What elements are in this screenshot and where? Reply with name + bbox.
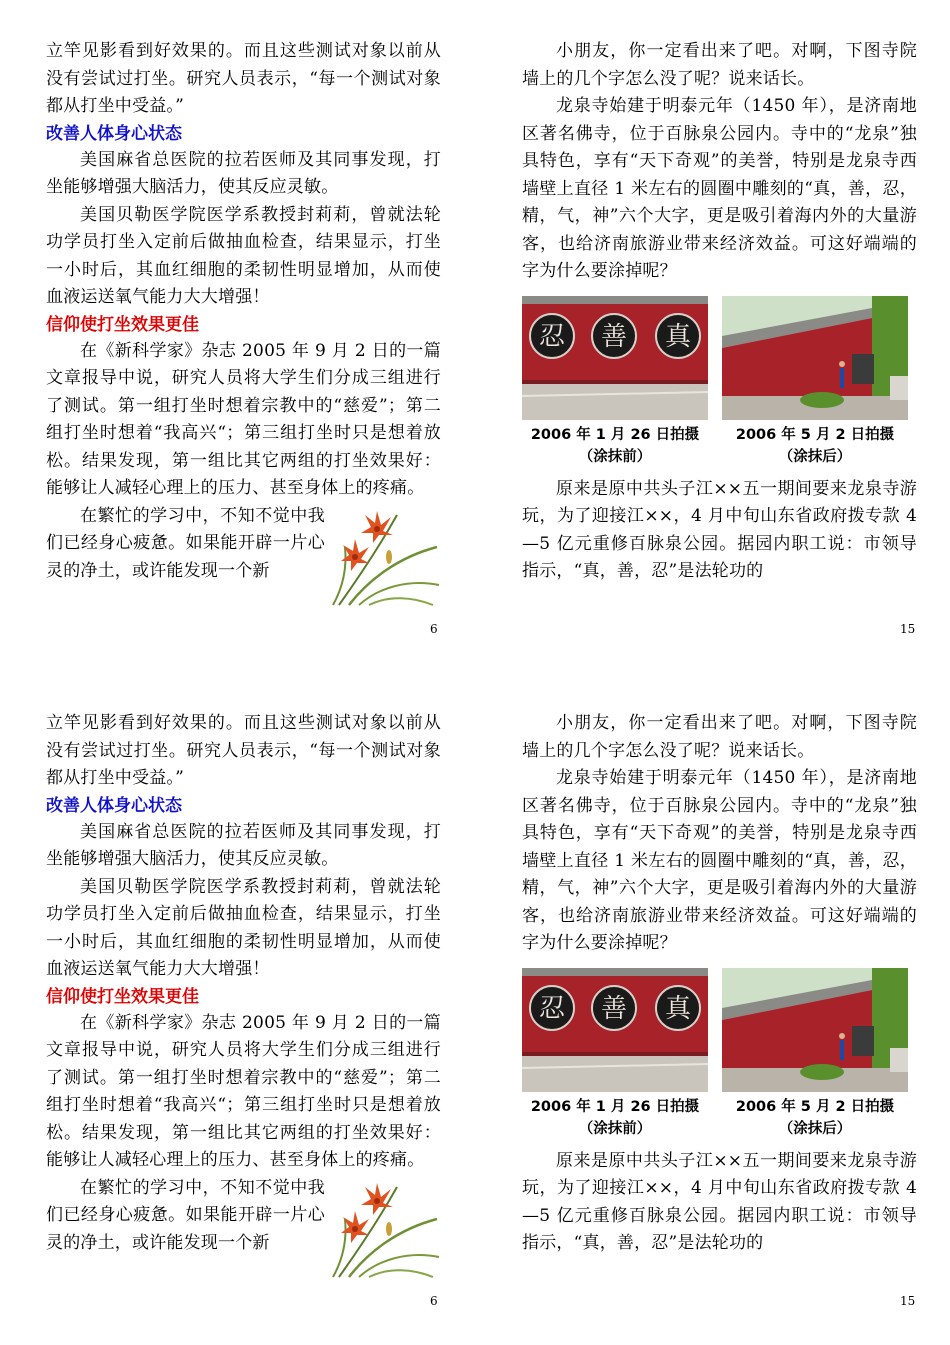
section-heading-faith-meditation: 信仰使打坐效果更佳 xyxy=(46,314,199,335)
temple-wall-photo-after xyxy=(722,296,908,420)
page-number: 15 xyxy=(900,622,916,636)
paragraph: 龙泉寺始建于明泰元年（1450 年），是济南地区著名佛寺，位于百脉泉公园内。寺中的“龙泉”独具特色，享有“天下奇观”的美誉，特别是龙泉寺西墙壁上直径 1 米左右的圆圈中雕刻的“真，善，忍，精，气，神”六个大字，更是吸引着海内外的大量游客，也给济南旅游业带来经济效益。可这好端端的字为什么要涂掉呢？ xyxy=(522,768,917,953)
flow-wrap xyxy=(46,338,441,586)
paragraph: 在《新科学家》杂志 2005 年 9 月 2 日的一篇文章报导中说，研究人员将大学生们分成三组进行了测试。第一组打坐时想着宗教中的“慈爱”；第二组打坐时想着“我高兴“；第三组打坐时只是想着放松。结果发现，第一组比其它两组的打坐效果好：能够让人减轻心理上的压力、甚至身体上的疼痛。 xyxy=(46,340,441,498)
paragraph: 在繁忙的学习中，不知不觉中我们已经身心疲惫。如果能开辟一片心灵的净土，或许能发现一个新 xyxy=(46,1177,325,1253)
lily-flower-icon xyxy=(329,1179,441,1279)
paragraph: 原来是原中共头子江××五一期间要来龙泉寺游玩，为了迎接江××，4 月中旬山东省政府拨专款 4—5 亿元重修百脉泉公园。据园内职工说：市领导指示，“真，善，忍”是法轮功的 xyxy=(522,1150,917,1253)
paragraph: 原来是原中共头子江××五一期间要来龙泉寺游玩，为了迎接江××，4 月中旬山东省政府拨专款 4—5 亿元重修百脉泉公园。据园内职工说：市领导指示，“真，善，忍”是法轮功的 xyxy=(522,478,917,581)
wall-char-truthfulness: 真 xyxy=(664,993,692,1024)
paragraph: 小朋友，你一定看出来了吧。对啊，下图寺院墙上的几个字怎么没了呢？说来话长。 xyxy=(522,41,917,89)
wall-char-forbearance: 忍 xyxy=(538,993,566,1024)
paragraph: 美国贝勒医学院医学系教授封莉莉，曾就法轮功学员打坐入定前后做抽血检查，结果显示，打坐一小时后，其血红细胞的柔韧性明显增加，从而使血液运送氧气能力大大增强！ xyxy=(46,204,441,307)
paragraph: 美国麻省总医院的拉若医师及其同事发现，打坐能够增强大脑活力，使其反应灵敏。 xyxy=(46,149,441,197)
spread-bottom xyxy=(0,672,950,1344)
paragraph: 美国贝勒医学院医学系教授封莉莉，曾就法轮功学员打坐入定前后做抽血检查，结果显示，打坐一小时后，其血红细胞的柔韧性明显增加，从而使血液运送氧气能力大大增强！ xyxy=(46,876,441,979)
photo-comparison xyxy=(522,296,917,472)
flow-wrap xyxy=(46,1010,441,1258)
lily-flower-icon xyxy=(329,507,441,607)
wall-char-compassion: 善 xyxy=(600,993,628,1024)
section-heading-improve-body-mind: 改善人体身心状态 xyxy=(46,795,182,816)
section-heading-improve-body-mind: 改善人体身心状态 xyxy=(46,123,182,144)
spread-top xyxy=(0,0,950,672)
page-6-column xyxy=(46,38,441,607)
paragraph: 立竿见影看到好效果的。而且这些测试对象以前从没有尝试过打坐。研究人员表示，“每一个测试对象都从打坐中受益。” xyxy=(46,713,441,788)
section-heading-faith-meditation: 信仰使打坐效果更佳 xyxy=(46,986,199,1007)
wall-char-compassion: 善 xyxy=(600,321,628,352)
paragraph: 立竿见影看到好效果的。而且这些测试对象以前从没有尝试过打坐。研究人员表示，“每一个测试对象都从打坐中受益。” xyxy=(46,41,441,116)
temple-wall-photo-before xyxy=(522,296,708,420)
page-15-column xyxy=(522,38,917,586)
page-number: 15 xyxy=(900,1294,916,1308)
temple-wall-photo-after xyxy=(722,968,908,1092)
page-6-column xyxy=(46,710,441,1279)
page-number: 6 xyxy=(430,1294,438,1308)
paragraph: 美国麻省总医院的拉若医师及其同事发现，打坐能够增强大脑活力，使其反应灵敏。 xyxy=(46,821,441,869)
photo-caption-before: 2006 年 1 月 26 日拍摄 （涂抹前） xyxy=(530,1098,700,1137)
paragraph: 在《新科学家》杂志 2005 年 9 月 2 日的一篇文章报导中说，研究人员将大学生们分成三组进行了测试。第一组打坐时想着宗教中的“慈爱”；第二组打坐时想着“我高兴“；第三组打坐时只是想着放松。结果发现，第一组比其它两组的打坐效果好：能够让人减轻心理上的压力、甚至身体上的疼痛。 xyxy=(46,1012,441,1170)
paragraph: 在繁忙的学习中，不知不觉中我们已经身心疲惫。如果能开辟一片心灵的净土，或许能发现一个新 xyxy=(46,505,325,581)
paragraph: 小朋友，你一定看出来了吧。对啊，下图寺院墙上的几个字怎么没了呢？说来话长。 xyxy=(522,713,917,761)
photo-caption-after: 2006 年 5 月 2 日拍摄 （涂抹后） xyxy=(735,1098,895,1137)
photo-caption-before: 2006 年 1 月 26 日拍摄 （涂抹前） xyxy=(530,426,700,465)
paragraph: 龙泉寺始建于明泰元年（1450 年），是济南地区著名佛寺，位于百脉泉公园内。寺中的“龙泉”独具特色，享有“天下奇观”的美誉，特别是龙泉寺西墙壁上直径 1 米左右的圆圈中雕刻的“真，善，忍，精，气，神”六个大字，更是吸引着海内外的大量游客，也给济南旅游业带来经济效益。可这好端端的字为什么要涂掉呢？ xyxy=(522,96,917,281)
photo-comparison xyxy=(522,968,917,1144)
page-number: 6 xyxy=(430,622,438,636)
wall-char-forbearance: 忍 xyxy=(538,321,566,352)
temple-wall-photo-before xyxy=(522,968,708,1092)
photo-caption-after: 2006 年 5 月 2 日拍摄 （涂抹后） xyxy=(735,426,895,465)
page-15-column xyxy=(522,710,917,1258)
wall-char-truthfulness: 真 xyxy=(664,321,692,352)
